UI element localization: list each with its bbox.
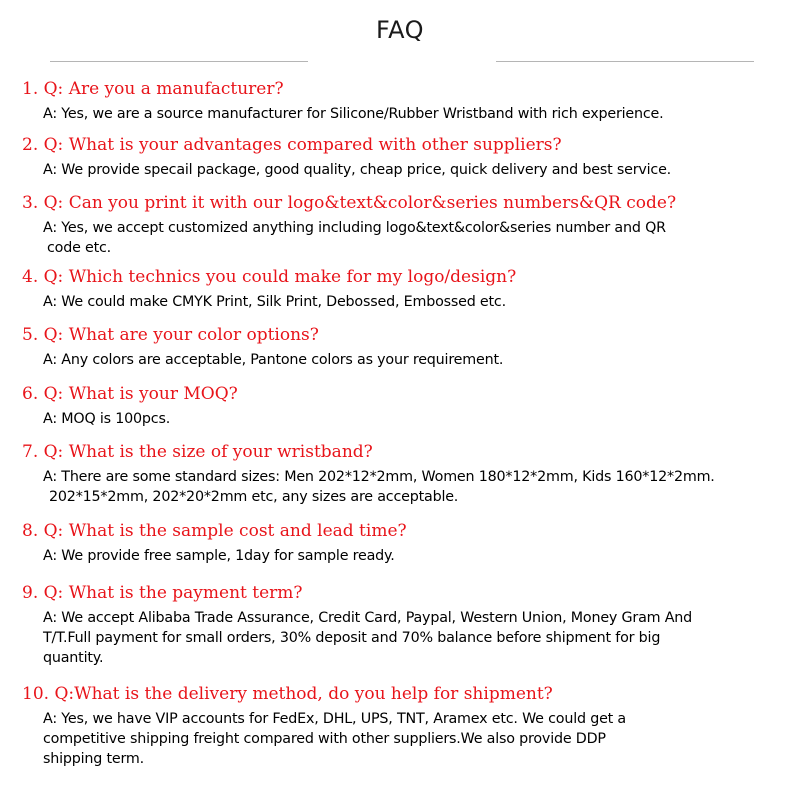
faq-answer [43, 409, 788, 429]
faq-question: 8. Q: What is the sample cost and lead time? [22, 521, 407, 541]
title-divider-right [496, 61, 754, 62]
faq-answer-line: A: There are some standard sizes: Men 202*12*2mm, Women 180*12*2mm, Kids 160*12*2mm. [43, 469, 715, 485]
faq-answer-line: A: We provide specail package, good quality, cheap price, quick delivery and best service. [43, 162, 672, 178]
faq-question: 9. Q: What is the payment term? [22, 583, 303, 603]
faq-question: 1. Q: Are you a manufacturer? [22, 79, 284, 99]
faq-question: 3. Q: Can you print it with our logo&text&color&series numbers&QR code? [22, 193, 677, 213]
faq-answer-line: quantity. [43, 650, 104, 666]
faq-answer-line: A: MOQ is 100pcs. [43, 411, 171, 427]
faq-answer-line: code etc. [47, 240, 112, 256]
faq-answer-line: A: Yes, we have VIP accounts for FedEx, DHL, UPS, TNT, Aramex etc. We could get a [43, 711, 626, 727]
faq-answer [43, 709, 788, 769]
faq-answer [43, 350, 788, 370]
faq-answer [43, 104, 788, 124]
faq-answer [43, 546, 788, 566]
faq-answer-line: 202*15*2mm, 202*20*2mm etc, any sizes are acceptable. [49, 489, 459, 505]
faq-question: 2. Q: What is your advantages compared with other suppliers? [22, 135, 562, 155]
faq-question: 7. Q: What is the size of your wristband? [22, 442, 373, 462]
title-divider-left [50, 61, 308, 62]
faq-answer [43, 218, 788, 258]
faq-question: 10. Q:What is the delivery method, do you help for shipment? [22, 684, 553, 704]
faq-answer-line: competitive shipping freight compared with other suppliers.We also provide DDP [43, 731, 606, 747]
faq-answer-line: A: Any colors are acceptable, Pantone colors as your requirement. [43, 352, 504, 368]
faq-answer-line: A: We provide free sample, 1day for sample ready. [43, 548, 395, 564]
faq-question: 6. Q: What is your MOQ? [22, 384, 238, 404]
faq-question: 5. Q: What are your color options? [22, 325, 319, 345]
faq-answer [43, 292, 788, 312]
faq-answer [43, 467, 788, 507]
faq-answer-line: A: We accept Alibaba Trade Assurance, Credit Card, Paypal, Western Union, Money Gram And [43, 610, 693, 626]
faq-answer-line: A: Yes, we are a source manufacturer for Silicone/Rubber Wristband with rich experience. [43, 106, 664, 122]
faq-answer [43, 160, 788, 180]
faq-answer-line: A: Yes, we accept customized anything including logo&text&color&series number and QR [43, 220, 666, 236]
faq-question: 4. Q: Which technics you could make for my logo/design? [22, 267, 517, 287]
faq-answer [43, 608, 788, 668]
page-title: FAQ [376, 16, 424, 44]
faq-answer-line: A: We could make CMYK Print, Silk Print, Debossed, Embossed etc. [43, 294, 506, 310]
faq-answer-line: T/T.Full payment for small orders, 30% deposit and 70% balance before shipment for big [43, 630, 661, 646]
faq-answer-line: shipping term. [43, 751, 144, 767]
